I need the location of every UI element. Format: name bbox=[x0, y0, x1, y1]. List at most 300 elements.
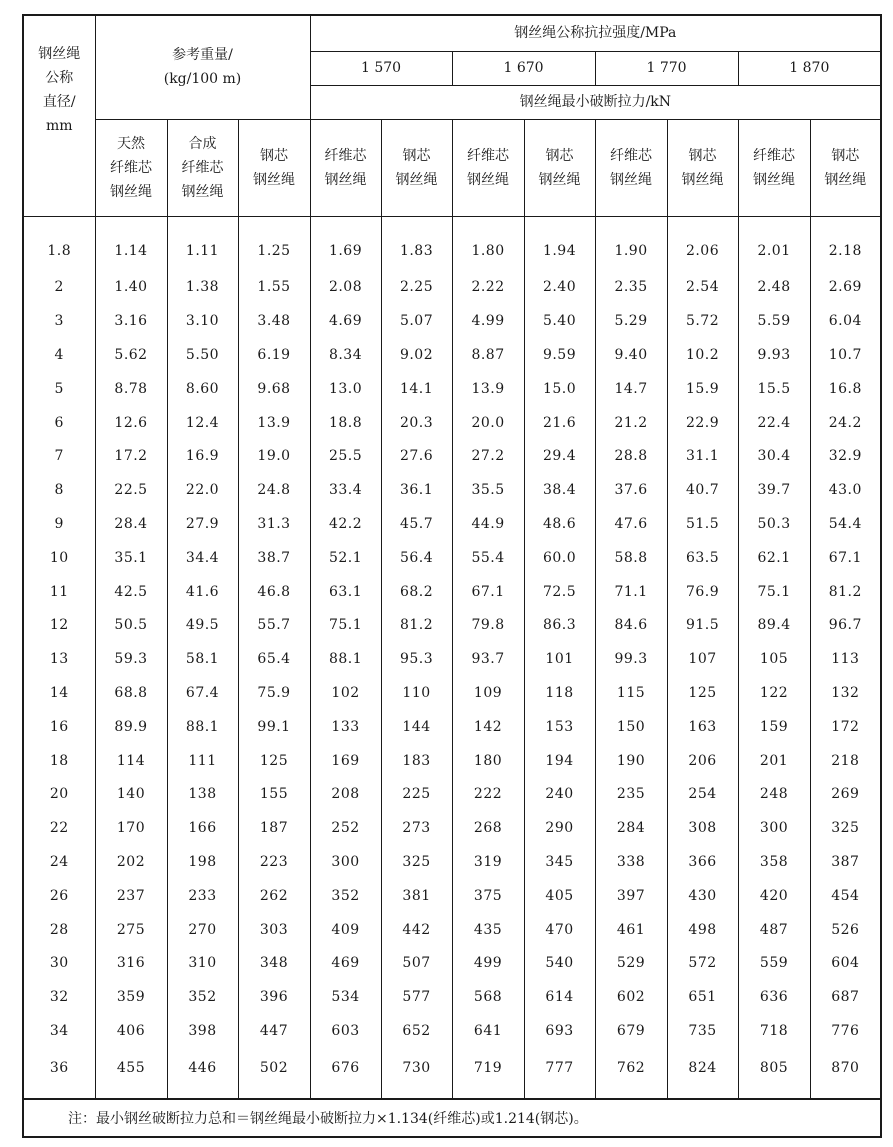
table-cell: 273 bbox=[381, 811, 452, 845]
table-cell: 107 bbox=[667, 642, 738, 676]
table-cell: 142 bbox=[452, 710, 524, 744]
fiber-core-force-header: 纤维芯 钢丝绳 bbox=[452, 119, 524, 216]
table-cell: 25.5 bbox=[310, 439, 381, 473]
table-cell: 2.25 bbox=[381, 271, 452, 305]
table-cell: 2.54 bbox=[667, 271, 738, 305]
subheader-row bbox=[23, 119, 881, 216]
table-cell: 48.6 bbox=[524, 507, 595, 541]
diameter-cell: 26 bbox=[23, 879, 95, 913]
strength-group-header: 钢丝绳公称抗拉强度/MPa bbox=[310, 15, 881, 51]
table-cell: 223 bbox=[238, 845, 310, 879]
table-cell: 84.6 bbox=[595, 608, 667, 642]
diameter-cell: 5 bbox=[23, 372, 95, 406]
table-cell: 222 bbox=[452, 777, 524, 811]
table-row bbox=[23, 946, 881, 980]
diameter-cell: 22 bbox=[23, 811, 95, 845]
table-cell: 3.16 bbox=[95, 304, 167, 338]
table-row bbox=[23, 1014, 881, 1048]
table-cell: 1.55 bbox=[238, 271, 310, 305]
table-cell: 5.62 bbox=[95, 338, 167, 372]
table-cell: 28.8 bbox=[595, 439, 667, 473]
steel-core-weight-header: 钢芯 钢丝绳 bbox=[238, 119, 310, 216]
table-cell: 24.2 bbox=[810, 406, 881, 440]
table-cell: 235 bbox=[595, 777, 667, 811]
table-cell: 469 bbox=[310, 946, 381, 980]
table-row bbox=[23, 338, 881, 372]
table-cell: 284 bbox=[595, 811, 667, 845]
table-cell: 42.5 bbox=[95, 575, 167, 609]
table-cell: 79.8 bbox=[452, 608, 524, 642]
grade-header: 1 570 bbox=[310, 51, 452, 85]
table-cell: 109 bbox=[452, 676, 524, 710]
table-cell: 470 bbox=[524, 913, 595, 947]
table-cell: 651 bbox=[667, 980, 738, 1014]
table-cell: 604 bbox=[810, 946, 881, 980]
table-cell: 62.1 bbox=[738, 541, 810, 575]
table-row bbox=[23, 913, 881, 947]
table-header bbox=[23, 15, 881, 216]
table-cell: 63.5 bbox=[667, 541, 738, 575]
table-cell: 718 bbox=[738, 1014, 810, 1048]
table-cell: 13.9 bbox=[238, 406, 310, 440]
table-cell: 498 bbox=[667, 913, 738, 947]
table-cell: 240 bbox=[524, 777, 595, 811]
table-cell: 118 bbox=[524, 676, 595, 710]
table-cell: 237 bbox=[95, 879, 167, 913]
table-cell: 60.0 bbox=[524, 541, 595, 575]
table-cell: 2.40 bbox=[524, 271, 595, 305]
table-cell: 111 bbox=[167, 744, 238, 778]
table-row bbox=[23, 216, 881, 271]
table-row bbox=[23, 676, 881, 710]
table-row bbox=[23, 777, 881, 811]
table-cell: 37.6 bbox=[595, 473, 667, 507]
table-cell: 21.6 bbox=[524, 406, 595, 440]
diameter-cell: 9 bbox=[23, 507, 95, 541]
table-cell: 41.6 bbox=[167, 575, 238, 609]
fiber-core-force-header: 纤维芯 钢丝绳 bbox=[310, 119, 381, 216]
diameter-cell: 24 bbox=[23, 845, 95, 879]
table-cell: 676 bbox=[310, 1048, 381, 1099]
table-cell: 776 bbox=[810, 1014, 881, 1048]
table-cell: 348 bbox=[238, 946, 310, 980]
table-cell: 405 bbox=[524, 879, 595, 913]
table-cell: 88.1 bbox=[167, 710, 238, 744]
table-cell: 91.5 bbox=[667, 608, 738, 642]
table-cell: 65.4 bbox=[238, 642, 310, 676]
table-cell: 15.5 bbox=[738, 372, 810, 406]
table-cell: 300 bbox=[310, 845, 381, 879]
table-cell: 81.2 bbox=[381, 608, 452, 642]
synthetic-fiber-core-weight-header: 合成 纤维芯 钢丝绳 bbox=[167, 119, 238, 216]
table-cell: 225 bbox=[381, 777, 452, 811]
table-cell: 310 bbox=[167, 946, 238, 980]
table-cell: 187 bbox=[238, 811, 310, 845]
table-cell: 172 bbox=[810, 710, 881, 744]
table-cell: 1.90 bbox=[595, 216, 667, 271]
table-cell: 529 bbox=[595, 946, 667, 980]
table-cell: 4.69 bbox=[310, 304, 381, 338]
table-cell: 183 bbox=[381, 744, 452, 778]
table-cell: 88.1 bbox=[310, 642, 381, 676]
table-cell: 435 bbox=[452, 913, 524, 947]
table-cell: 93.7 bbox=[452, 642, 524, 676]
table-cell: 38.4 bbox=[524, 473, 595, 507]
diameter-cell: 4 bbox=[23, 338, 95, 372]
table-cell: 59.3 bbox=[95, 642, 167, 676]
table-cell: 40.7 bbox=[667, 473, 738, 507]
table-cell: 15.0 bbox=[524, 372, 595, 406]
table-cell: 735 bbox=[667, 1014, 738, 1048]
table-cell: 9.40 bbox=[595, 338, 667, 372]
table-cell: 1.11 bbox=[167, 216, 238, 271]
table-row bbox=[23, 372, 881, 406]
table-cell: 96.7 bbox=[810, 608, 881, 642]
table-cell: 397 bbox=[595, 879, 667, 913]
break-force-header: 钢丝绳最小破断拉力/kN bbox=[310, 85, 881, 119]
table-cell: 22.9 bbox=[667, 406, 738, 440]
table-cell: 316 bbox=[95, 946, 167, 980]
table-cell: 58.8 bbox=[595, 541, 667, 575]
table-cell: 487 bbox=[738, 913, 810, 947]
table-cell: 381 bbox=[381, 879, 452, 913]
table-cell: 218 bbox=[810, 744, 881, 778]
table-cell: 2.48 bbox=[738, 271, 810, 305]
diameter-cell: 12 bbox=[23, 608, 95, 642]
table-row bbox=[23, 1048, 881, 1099]
diameter-header: 钢丝绳 公称 直径/ mm bbox=[23, 15, 95, 216]
table-cell: 319 bbox=[452, 845, 524, 879]
table-cell: 325 bbox=[810, 811, 881, 845]
table-cell: 248 bbox=[738, 777, 810, 811]
table-cell: 86.3 bbox=[524, 608, 595, 642]
table-cell: 110 bbox=[381, 676, 452, 710]
grade-header: 1 870 bbox=[738, 51, 881, 85]
table-cell: 50.3 bbox=[738, 507, 810, 541]
table-cell: 198 bbox=[167, 845, 238, 879]
table-row bbox=[23, 710, 881, 744]
table-cell: 9.93 bbox=[738, 338, 810, 372]
table-cell: 194 bbox=[524, 744, 595, 778]
table-cell: 447 bbox=[238, 1014, 310, 1048]
table-cell: 138 bbox=[167, 777, 238, 811]
table-cell: 33.4 bbox=[310, 473, 381, 507]
table-cell: 1.80 bbox=[452, 216, 524, 271]
table-cell: 47.6 bbox=[595, 507, 667, 541]
table-cell: 693 bbox=[524, 1014, 595, 1048]
table-cell: 777 bbox=[524, 1048, 595, 1099]
table-cell: 31.3 bbox=[238, 507, 310, 541]
table-cell: 270 bbox=[167, 913, 238, 947]
table-cell: 39.7 bbox=[738, 473, 810, 507]
table-row bbox=[23, 608, 881, 642]
wire-rope-spec-table bbox=[22, 14, 882, 1138]
table-cell: 15.9 bbox=[667, 372, 738, 406]
diameter-cell: 1.8 bbox=[23, 216, 95, 271]
table-cell: 166 bbox=[167, 811, 238, 845]
table-cell: 8.60 bbox=[167, 372, 238, 406]
table-cell: 358 bbox=[738, 845, 810, 879]
table-cell: 2.08 bbox=[310, 271, 381, 305]
table-cell: 45.7 bbox=[381, 507, 452, 541]
table-cell: 13.9 bbox=[452, 372, 524, 406]
table-cell: 303 bbox=[238, 913, 310, 947]
fiber-core-force-header: 纤维芯 钢丝绳 bbox=[738, 119, 810, 216]
table-cell: 2.06 bbox=[667, 216, 738, 271]
table-cell: 122 bbox=[738, 676, 810, 710]
table-cell: 614 bbox=[524, 980, 595, 1014]
table-cell: 16.9 bbox=[167, 439, 238, 473]
spec-sheet bbox=[22, 14, 879, 1138]
table-row bbox=[23, 304, 881, 338]
table-cell: 159 bbox=[738, 710, 810, 744]
table-cell: 150 bbox=[595, 710, 667, 744]
table-cell: 208 bbox=[310, 777, 381, 811]
table-cell: 49.5 bbox=[167, 608, 238, 642]
table-cell: 202 bbox=[95, 845, 167, 879]
table-cell: 144 bbox=[381, 710, 452, 744]
table-cell: 21.2 bbox=[595, 406, 667, 440]
table-cell: 762 bbox=[595, 1048, 667, 1099]
table-cell: 262 bbox=[238, 879, 310, 913]
table-cell: 113 bbox=[810, 642, 881, 676]
diameter-cell: 20 bbox=[23, 777, 95, 811]
table-cell: 68.2 bbox=[381, 575, 452, 609]
steel-core-force-header: 钢芯 钢丝绳 bbox=[524, 119, 595, 216]
table-cell: 577 bbox=[381, 980, 452, 1014]
table-cell: 366 bbox=[667, 845, 738, 879]
table-row bbox=[23, 271, 881, 305]
table-cell: 679 bbox=[595, 1014, 667, 1048]
table-cell: 398 bbox=[167, 1014, 238, 1048]
table-cell: 115 bbox=[595, 676, 667, 710]
grade-header: 1 670 bbox=[452, 51, 595, 85]
table-cell: 359 bbox=[95, 980, 167, 1014]
table-cell: 63.1 bbox=[310, 575, 381, 609]
table-cell: 252 bbox=[310, 811, 381, 845]
table-cell: 5.29 bbox=[595, 304, 667, 338]
table-cell: 8.34 bbox=[310, 338, 381, 372]
natural-fiber-core-weight-header: 天然 纤维芯 钢丝绳 bbox=[95, 119, 167, 216]
table-cell: 133 bbox=[310, 710, 381, 744]
fiber-core-force-header: 纤维芯 钢丝绳 bbox=[595, 119, 667, 216]
diameter-cell: 7 bbox=[23, 439, 95, 473]
table-cell: 67.1 bbox=[452, 575, 524, 609]
table-cell: 14.1 bbox=[381, 372, 452, 406]
table-row bbox=[23, 879, 881, 913]
table-cell: 687 bbox=[810, 980, 881, 1014]
table-cell: 9.59 bbox=[524, 338, 595, 372]
table-cell: 3.10 bbox=[167, 304, 238, 338]
table-cell: 730 bbox=[381, 1048, 452, 1099]
table-cell: 641 bbox=[452, 1014, 524, 1048]
table-cell: 52.1 bbox=[310, 541, 381, 575]
table-cell: 345 bbox=[524, 845, 595, 879]
table-cell: 75.9 bbox=[238, 676, 310, 710]
table-cell: 454 bbox=[810, 879, 881, 913]
table-cell: 89.9 bbox=[95, 710, 167, 744]
table-cell: 201 bbox=[738, 744, 810, 778]
table-cell: 9.68 bbox=[238, 372, 310, 406]
table-cell: 14.7 bbox=[595, 372, 667, 406]
table-cell: 35.1 bbox=[95, 541, 167, 575]
table-cell: 101 bbox=[524, 642, 595, 676]
table-row bbox=[23, 473, 881, 507]
table-cell: 308 bbox=[667, 811, 738, 845]
table-cell: 2.18 bbox=[810, 216, 881, 271]
table-cell: 125 bbox=[238, 744, 310, 778]
table-cell: 89.4 bbox=[738, 608, 810, 642]
table-cell: 27.2 bbox=[452, 439, 524, 473]
table-cell: 870 bbox=[810, 1048, 881, 1099]
table-cell: 375 bbox=[452, 879, 524, 913]
table-cell: 22.4 bbox=[738, 406, 810, 440]
table-cell: 54.4 bbox=[810, 507, 881, 541]
table-cell: 652 bbox=[381, 1014, 452, 1048]
table-cell: 27.6 bbox=[381, 439, 452, 473]
table-cell: 1.94 bbox=[524, 216, 595, 271]
steel-core-force-header: 钢芯 钢丝绳 bbox=[810, 119, 881, 216]
table-cell: 8.87 bbox=[452, 338, 524, 372]
table-cell: 36.1 bbox=[381, 473, 452, 507]
table-cell: 27.9 bbox=[167, 507, 238, 541]
table-cell: 76.9 bbox=[667, 575, 738, 609]
table-cell: 75.1 bbox=[310, 608, 381, 642]
table-cell: 603 bbox=[310, 1014, 381, 1048]
table-cell: 325 bbox=[381, 845, 452, 879]
table-cell: 3.48 bbox=[238, 304, 310, 338]
table-cell: 5.59 bbox=[738, 304, 810, 338]
diameter-cell: 6 bbox=[23, 406, 95, 440]
table-cell: 805 bbox=[738, 1048, 810, 1099]
table-cell: 338 bbox=[595, 845, 667, 879]
table-cell: 43.0 bbox=[810, 473, 881, 507]
table-row bbox=[23, 980, 881, 1014]
table-cell: 28.4 bbox=[95, 507, 167, 541]
table-cell: 2.35 bbox=[595, 271, 667, 305]
table-cell: 6.19 bbox=[238, 338, 310, 372]
table-row bbox=[23, 744, 881, 778]
diameter-cell: 3 bbox=[23, 304, 95, 338]
diameter-cell: 2 bbox=[23, 271, 95, 305]
table-cell: 406 bbox=[95, 1014, 167, 1048]
diameter-cell: 18 bbox=[23, 744, 95, 778]
table-cell: 18.8 bbox=[310, 406, 381, 440]
table-cell: 10.2 bbox=[667, 338, 738, 372]
table-cell: 442 bbox=[381, 913, 452, 947]
table-cell: 55.7 bbox=[238, 608, 310, 642]
table-cell: 1.25 bbox=[238, 216, 310, 271]
table-cell: 8.78 bbox=[95, 372, 167, 406]
table-cell: 155 bbox=[238, 777, 310, 811]
table-cell: 19.0 bbox=[238, 439, 310, 473]
table-cell: 352 bbox=[167, 980, 238, 1014]
diameter-cell: 30 bbox=[23, 946, 95, 980]
table-cell: 409 bbox=[310, 913, 381, 947]
table-cell: 387 bbox=[810, 845, 881, 879]
table-cell: 50.5 bbox=[95, 608, 167, 642]
table-cell: 34.4 bbox=[167, 541, 238, 575]
table-cell: 105 bbox=[738, 642, 810, 676]
table-cell: 269 bbox=[810, 777, 881, 811]
table-cell: 1.40 bbox=[95, 271, 167, 305]
diameter-cell: 10 bbox=[23, 541, 95, 575]
table-cell: 44.9 bbox=[452, 507, 524, 541]
diameter-cell: 34 bbox=[23, 1014, 95, 1048]
table-row bbox=[23, 439, 881, 473]
table-cell: 132 bbox=[810, 676, 881, 710]
table-cell: 275 bbox=[95, 913, 167, 947]
table-cell: 290 bbox=[524, 811, 595, 845]
table-cell: 114 bbox=[95, 744, 167, 778]
table-cell: 32.9 bbox=[810, 439, 881, 473]
table-cell: 22.0 bbox=[167, 473, 238, 507]
table-cell: 526 bbox=[810, 913, 881, 947]
table-cell: 1.14 bbox=[95, 216, 167, 271]
table-cell: 71.1 bbox=[595, 575, 667, 609]
table-cell: 430 bbox=[667, 879, 738, 913]
diameter-cell: 16 bbox=[23, 710, 95, 744]
table-cell: 22.5 bbox=[95, 473, 167, 507]
table-cell: 95.3 bbox=[381, 642, 452, 676]
table-cell: 824 bbox=[667, 1048, 738, 1099]
table-cell: 233 bbox=[167, 879, 238, 913]
table-cell: 534 bbox=[310, 980, 381, 1014]
table-cell: 180 bbox=[452, 744, 524, 778]
table-note: 注：最小钢丝破断拉力总和＝钢丝绳最小破断拉力×1.134(纤维芯)或1.214(钢芯)。 bbox=[23, 1099, 881, 1137]
table-cell: 153 bbox=[524, 710, 595, 744]
table-cell: 1.83 bbox=[381, 216, 452, 271]
diameter-cell: 28 bbox=[23, 913, 95, 947]
table-cell: 568 bbox=[452, 980, 524, 1014]
table-row bbox=[23, 811, 881, 845]
table-cell: 102 bbox=[310, 676, 381, 710]
table-cell: 1.69 bbox=[310, 216, 381, 271]
table-cell: 58.1 bbox=[167, 642, 238, 676]
table-cell: 170 bbox=[95, 811, 167, 845]
table-cell: 507 bbox=[381, 946, 452, 980]
table-cell: 35.5 bbox=[452, 473, 524, 507]
table-cell: 56.4 bbox=[381, 541, 452, 575]
table-cell: 51.5 bbox=[667, 507, 738, 541]
diameter-cell: 14 bbox=[23, 676, 95, 710]
table-cell: 68.8 bbox=[95, 676, 167, 710]
table-cell: 140 bbox=[95, 777, 167, 811]
table-cell: 72.5 bbox=[524, 575, 595, 609]
table-row bbox=[23, 406, 881, 440]
table-cell: 352 bbox=[310, 879, 381, 913]
table-cell: 10.7 bbox=[810, 338, 881, 372]
table-cell: 2.22 bbox=[452, 271, 524, 305]
table-cell: 6.04 bbox=[810, 304, 881, 338]
table-cell: 502 bbox=[238, 1048, 310, 1099]
table-cell: 206 bbox=[667, 744, 738, 778]
table-cell: 99.1 bbox=[238, 710, 310, 744]
table-cell: 17.2 bbox=[95, 439, 167, 473]
diameter-cell: 11 bbox=[23, 575, 95, 609]
table-cell: 719 bbox=[452, 1048, 524, 1099]
table-cell: 38.7 bbox=[238, 541, 310, 575]
table-cell: 20.0 bbox=[452, 406, 524, 440]
table-cell: 169 bbox=[310, 744, 381, 778]
table-cell: 5.72 bbox=[667, 304, 738, 338]
table-cell: 163 bbox=[667, 710, 738, 744]
table-cell: 300 bbox=[738, 811, 810, 845]
table-cell: 2.01 bbox=[738, 216, 810, 271]
table-cell: 67.1 bbox=[810, 541, 881, 575]
table-cell: 5.40 bbox=[524, 304, 595, 338]
table-cell: 1.38 bbox=[167, 271, 238, 305]
